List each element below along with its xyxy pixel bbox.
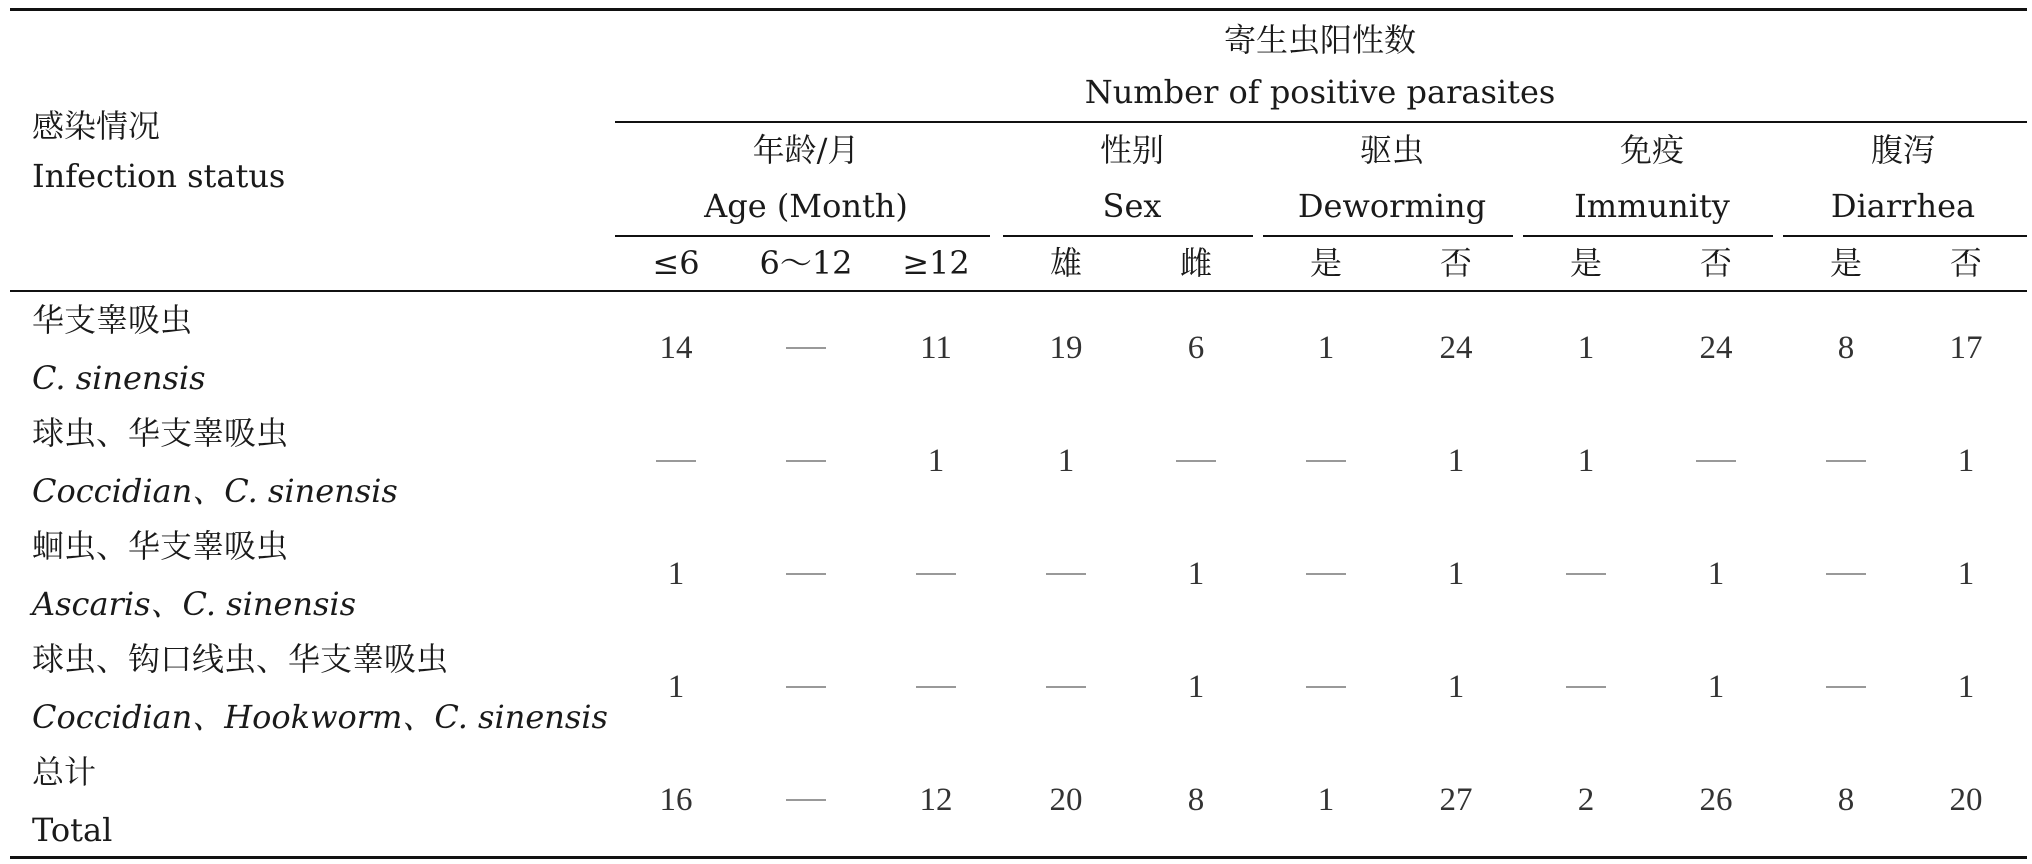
table-cell-dash bbox=[786, 460, 826, 462]
group-immunity-cn: 免疫 bbox=[1619, 131, 1685, 169]
sub-diarrhea-no: 否 bbox=[1949, 244, 1983, 282]
table-cell: 1 bbox=[1447, 669, 1465, 705]
table-cell: 1 bbox=[1577, 443, 1595, 479]
table-cell-dash bbox=[1696, 460, 1736, 462]
table-cell: 1 bbox=[1187, 669, 1205, 705]
table-cell: 1 bbox=[667, 556, 685, 592]
table-cell-dash bbox=[1306, 460, 1346, 462]
group-sex-cn: 性别 bbox=[1099, 131, 1165, 169]
row-label-en: Coccidian、C. sinensis bbox=[32, 472, 398, 510]
sub-sex-male: 雄 bbox=[1049, 244, 1083, 282]
group-sex-en: Sex bbox=[1102, 187, 1162, 225]
table-cell: 17 bbox=[1949, 330, 1983, 366]
table-cell-dash bbox=[916, 573, 956, 575]
sub-deworming-no: 否 bbox=[1439, 244, 1473, 282]
table-cell: 8 bbox=[1187, 782, 1205, 818]
sub-age-ge12: ≥12 bbox=[902, 244, 970, 282]
table-cell-dash bbox=[1306, 686, 1346, 688]
table-cell: 1 bbox=[1957, 556, 1975, 592]
table-cell-dash bbox=[1046, 573, 1086, 575]
age-group-rule bbox=[615, 235, 990, 237]
header-bottom-rule bbox=[10, 290, 2027, 292]
group-deworming-cn: 驱虫 bbox=[1359, 131, 1425, 169]
table-cell-dash bbox=[656, 460, 696, 462]
sub-immunity-yes: 是 bbox=[1569, 244, 1603, 282]
row-label-cn: 球虫、钩口线虫、华支睾吸虫 bbox=[32, 640, 449, 678]
row-label-cn: 总计 bbox=[32, 753, 97, 791]
row-label-en: Coccidian、Hookworm、C. sinensis bbox=[32, 698, 608, 736]
table-cell-dash bbox=[786, 686, 826, 688]
table-cell-dash bbox=[786, 799, 826, 801]
table-cell-dash bbox=[1826, 686, 1866, 688]
table-cell: 1 bbox=[1187, 556, 1205, 592]
table-cell: 14 bbox=[659, 330, 693, 366]
group-age-cn: 年龄/月 bbox=[752, 131, 860, 169]
table-cell: 8 bbox=[1837, 330, 1855, 366]
row-label-cn: 华支睾吸虫 bbox=[32, 301, 193, 339]
sub-immunity-no: 否 bbox=[1699, 244, 1733, 282]
table-cell: 26 bbox=[1699, 782, 1733, 818]
row-label-cn: 蛔虫、华支睾吸虫 bbox=[32, 527, 289, 565]
spanner-en: Number of positive parasites bbox=[1084, 73, 1556, 111]
table-cell: 1 bbox=[1707, 669, 1725, 705]
table-cell: 1 bbox=[1957, 443, 1975, 479]
table-cell-dash bbox=[1046, 686, 1086, 688]
table-cell: 6 bbox=[1187, 330, 1205, 366]
table-cell: 24 bbox=[1699, 330, 1733, 366]
table-cell: 1 bbox=[667, 669, 685, 705]
table-cell: 1 bbox=[1447, 556, 1465, 592]
top-rule bbox=[10, 8, 2027, 11]
bottom-rule bbox=[10, 856, 2027, 859]
table-cell: 24 bbox=[1439, 330, 1473, 366]
table-cell: 27 bbox=[1439, 782, 1473, 818]
sub-age-6to12: 6～12 bbox=[759, 244, 853, 282]
diarrhea-group-rule bbox=[1783, 235, 2027, 237]
group-deworming-en: Deworming bbox=[1297, 187, 1487, 225]
table-cell: 1 bbox=[927, 443, 945, 479]
spanner-cn: 寄生虫阳性数 bbox=[1223, 21, 1417, 59]
table-cell: 11 bbox=[920, 330, 952, 366]
sub-sex-female: 雌 bbox=[1179, 244, 1213, 282]
immunity-group-rule bbox=[1523, 235, 1773, 237]
table-cell: 19 bbox=[1049, 330, 1083, 366]
table-cell: 2 bbox=[1577, 782, 1595, 818]
sub-diarrhea-yes: 是 bbox=[1829, 244, 1863, 282]
table-cell-dash bbox=[1826, 573, 1866, 575]
table-cell: 1 bbox=[1317, 782, 1335, 818]
row-label-en: Ascaris、C. sinensis bbox=[32, 585, 357, 623]
sex-group-rule bbox=[1003, 235, 1253, 237]
sub-deworming-yes: 是 bbox=[1309, 244, 1343, 282]
deworming-group-rule bbox=[1263, 235, 1513, 237]
table-cell: 1 bbox=[1707, 556, 1725, 592]
table-cell-dash bbox=[786, 573, 826, 575]
row-label-en: C. sinensis bbox=[32, 359, 206, 397]
table-cell: 1 bbox=[1317, 330, 1335, 366]
table-cell-dash bbox=[786, 347, 826, 349]
spanner-rule bbox=[615, 121, 2027, 123]
table-cell-dash bbox=[1306, 573, 1346, 575]
table-cell: 1 bbox=[1957, 669, 1975, 705]
sub-age-le6: ≤6 bbox=[652, 244, 700, 282]
table-cell: 16 bbox=[659, 782, 693, 818]
table-cell-dash bbox=[1826, 460, 1866, 462]
table-cell: 1 bbox=[1577, 330, 1595, 366]
row-label-cn: 球虫、华支睾吸虫 bbox=[32, 414, 289, 452]
stub-header-en: Infection status bbox=[32, 157, 286, 195]
row-label-en: Total bbox=[32, 811, 113, 849]
stub-header-cn: 感染情况 bbox=[32, 107, 161, 145]
group-diarrhea-en: Diarrhea bbox=[1830, 187, 1976, 225]
table-cell: 8 bbox=[1837, 782, 1855, 818]
table-cell: 1 bbox=[1057, 443, 1075, 479]
table-cell-dash bbox=[1176, 460, 1216, 462]
table-cell: 12 bbox=[919, 782, 953, 818]
table-cell: 20 bbox=[1049, 782, 1083, 818]
group-immunity-en: Immunity bbox=[1574, 187, 1730, 225]
table-cell-dash bbox=[916, 686, 956, 688]
table-cell: 20 bbox=[1949, 782, 1983, 818]
table-cell-dash bbox=[1566, 573, 1606, 575]
table-cell-dash bbox=[1566, 686, 1606, 688]
group-age-en: Age (Month) bbox=[704, 187, 908, 225]
table-cell: 1 bbox=[1447, 443, 1465, 479]
group-diarrhea-cn: 腹泻 bbox=[1870, 131, 1936, 169]
